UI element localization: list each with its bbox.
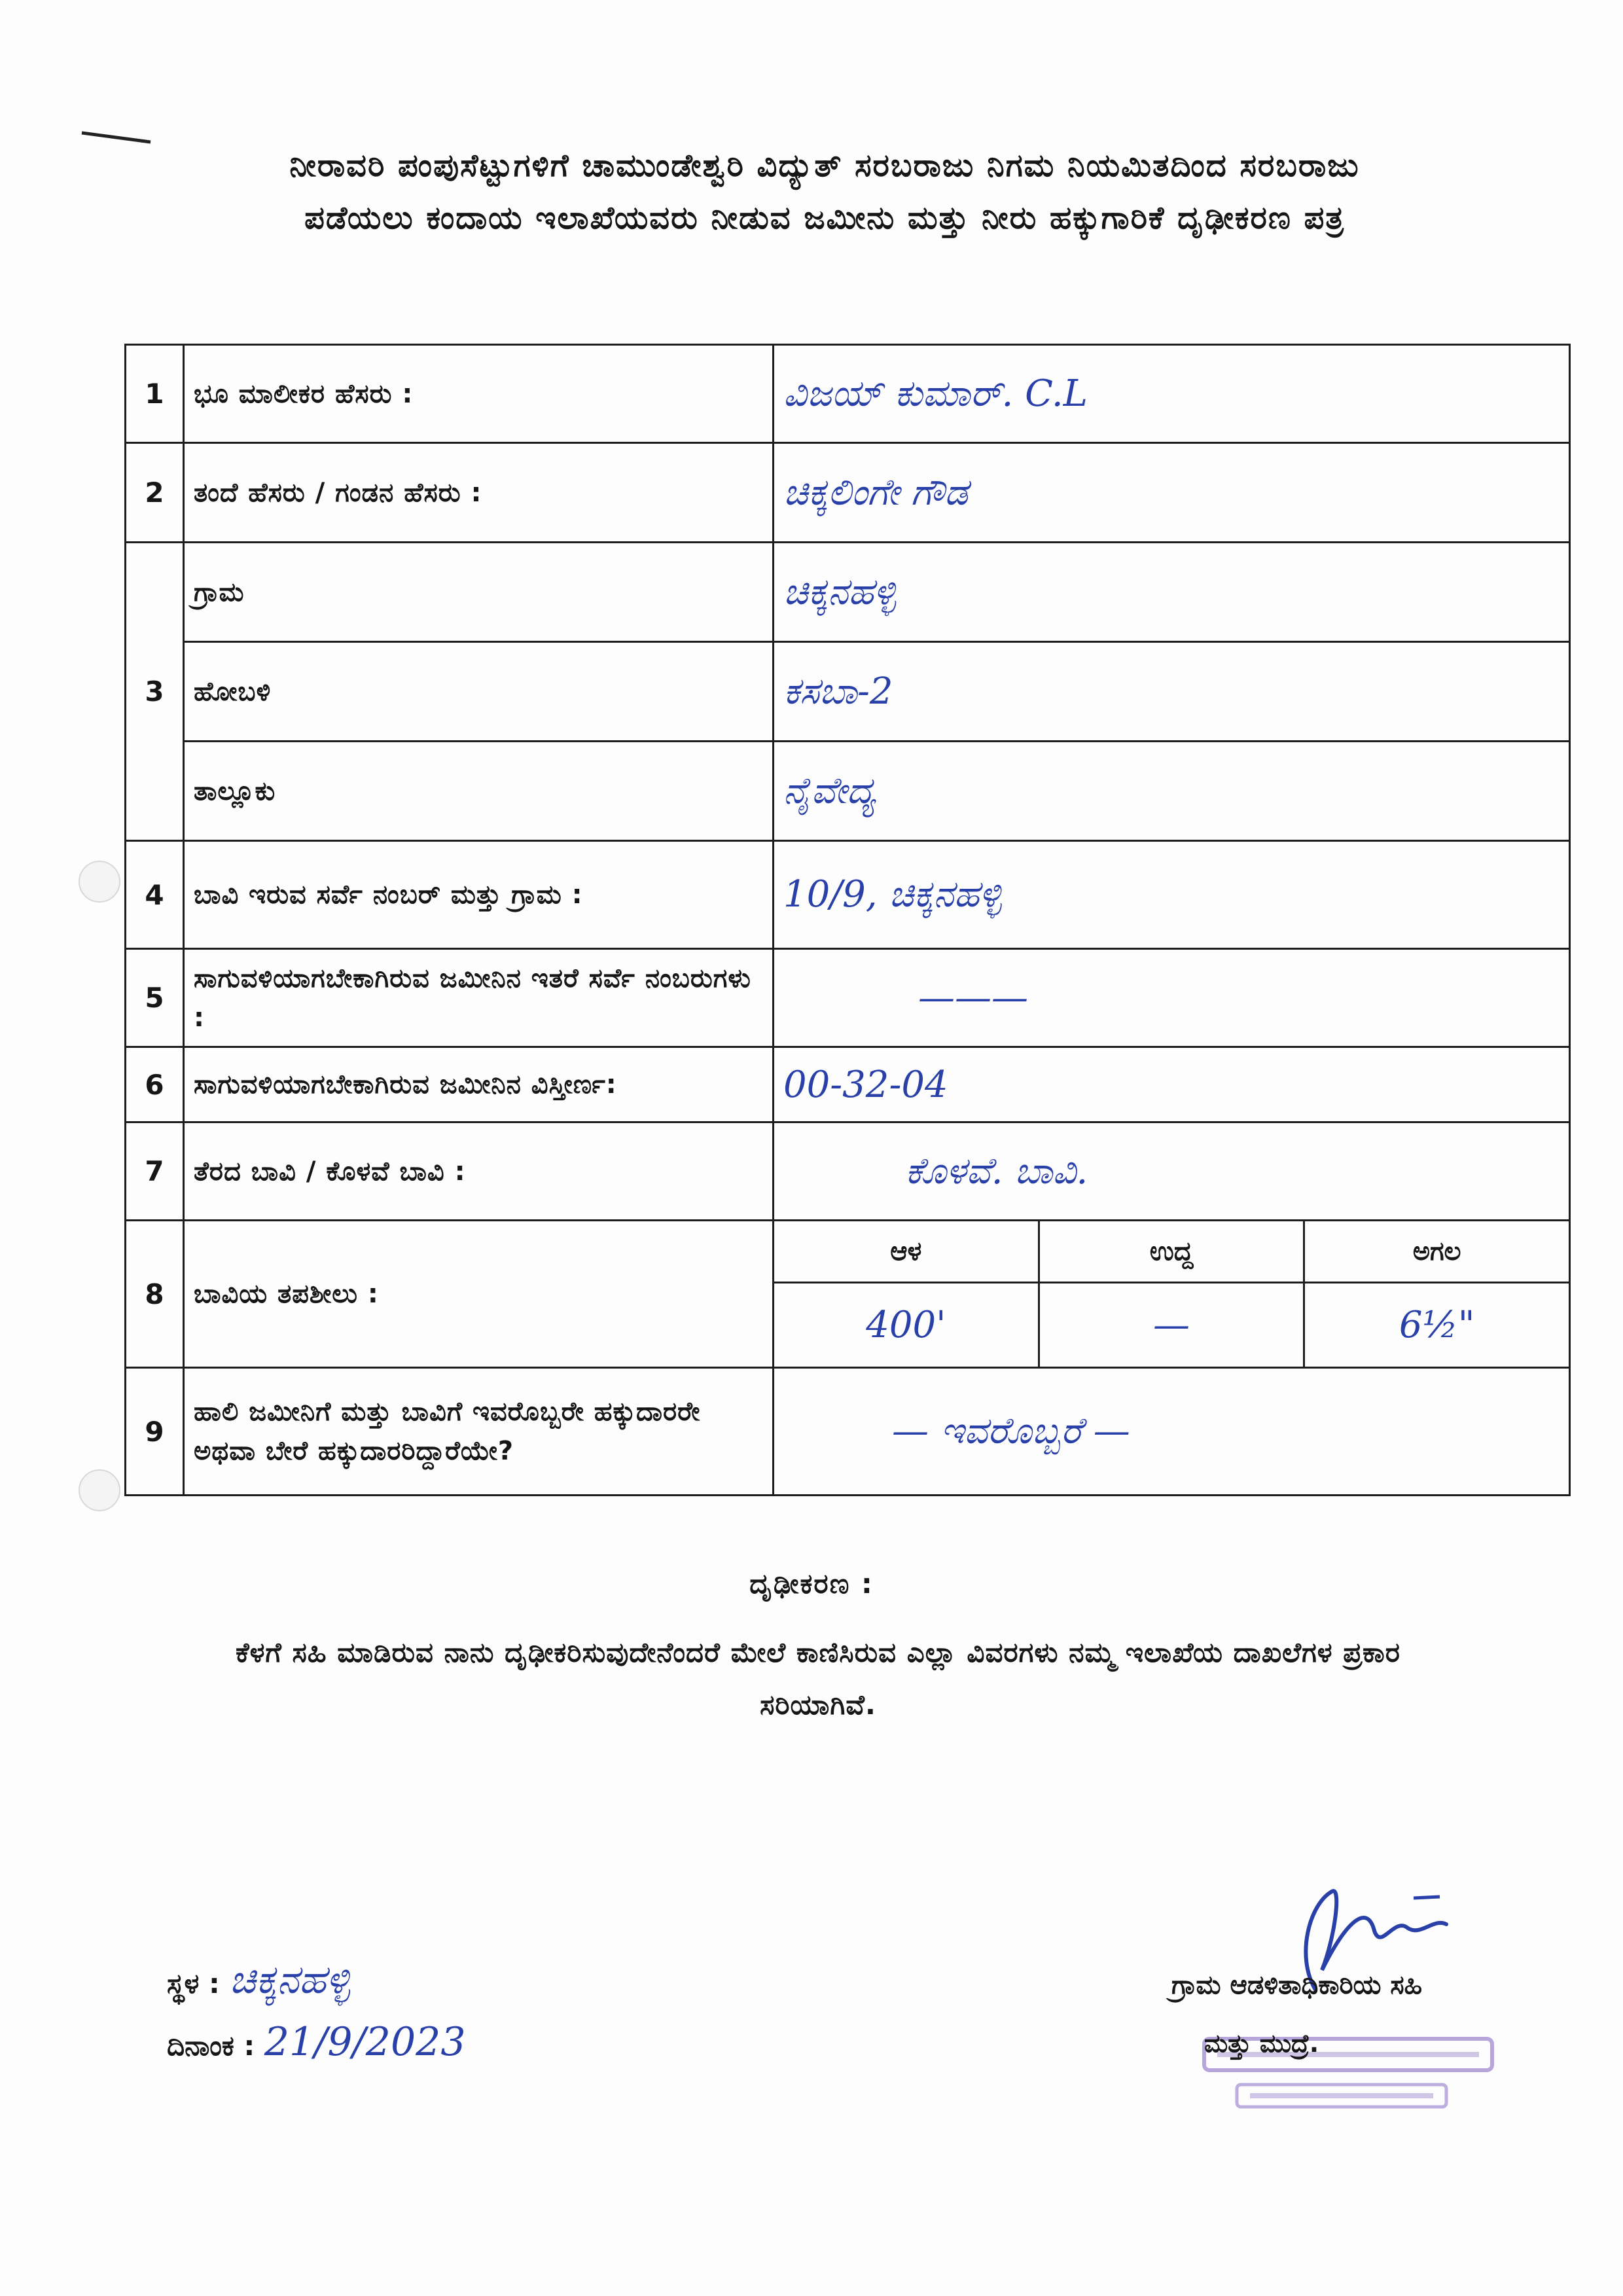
date-label: ದಿನಾಂಕ : (167, 2030, 255, 2062)
land-extent-value: 00-32-04 (774, 1047, 1570, 1122)
hobli-value: ಕಸಬಾ-2 (774, 642, 1570, 742)
date-value: 21/9/2023 (264, 2019, 466, 2065)
row-number: 2 (126, 443, 184, 543)
table-row (126, 1047, 1570, 1122)
length-value: — (1039, 1283, 1304, 1368)
table-row (126, 841, 1570, 949)
table-row (126, 1122, 1570, 1221)
table-row (126, 742, 1570, 841)
certification-heading: ದೃಢೀಕರಣ : (749, 1568, 874, 1600)
other-survey-value: ——— (774, 949, 1570, 1047)
row-number: 1 (126, 345, 184, 443)
well-type-label: ತೆರದ ಬಾವಿ / ಕೊಳವೆ ಬಾವಿ : (184, 1122, 774, 1221)
taluk-label: ತಾಲ್ಲೂಕು (184, 742, 774, 841)
width-header: ಅಗಲ (1304, 1221, 1570, 1283)
hobli-label: ಹೋಬಳಿ (184, 642, 774, 742)
punch-hole (79, 1469, 120, 1511)
taluk-value: ನೈವೇದ್ಯ (774, 742, 1570, 841)
depth-value: 400' (774, 1283, 1039, 1368)
village-value: ಚಿಕ್ಕನಹಳ್ಳಿ (774, 543, 1570, 642)
other-survey-label: ಸಾಗುವಳಿಯಾಗಬೇಕಾಗಿರುವ ಜಮೀನಿನ ಇತರೆ ಸರ್ವೆ ನಂಬರುಗಳು : (184, 949, 774, 1047)
depth-header: ಆಳ (774, 1221, 1039, 1283)
father-name-value: ಚಿಕ್ಕಲಿಂಗೇ ಗೌಡ (774, 443, 1570, 543)
pen-stroke-mark (79, 128, 157, 147)
land-water-rights-table (124, 344, 1571, 1496)
village-label: ಗ್ರಾಮ (184, 543, 774, 642)
sole-owner-value: — ಇವರೊಬ್ಬರೆ — (774, 1368, 1570, 1496)
document-title-line-2: ಪಡೆಯಲು ಕಂದಾಯ ಇಲಾಖೆಯವರು ನೀಡುವ ಜಮೀನು ಮತ್ತು ನೀರು ಹಕ್ಕುಗಾರಿಕೆ ದೃಢೀಕರಣ ಪತ್ರ (304, 200, 1345, 236)
row-number: 3 (126, 543, 184, 841)
row-number: 9 (126, 1368, 184, 1496)
owner-name-value: ವಿಜಯ್ ಕುಮಾರ್. C.L (774, 345, 1570, 443)
table-row (126, 443, 1570, 543)
punch-hole (79, 861, 120, 903)
row-number: 8 (126, 1221, 184, 1368)
place-label: ಸ್ಥಳ : (167, 1967, 220, 2000)
row-number: 7 (126, 1122, 184, 1221)
width-value: 6½" (1304, 1283, 1570, 1368)
well-type-value: ಕೊಳವೆ. ಬಾವಿ. (774, 1122, 1570, 1221)
row-number: 6 (126, 1047, 184, 1122)
table-row (126, 543, 1570, 642)
seal-label: ಮತ್ತು ಮುದ್ರೆ. (1204, 2029, 1319, 2058)
table-row (126, 642, 1570, 742)
table-row (126, 1368, 1570, 1496)
table-row (126, 949, 1570, 1047)
table-row (126, 345, 1570, 443)
owner-name-label: ಭೂ ಮಾಲೀಕರ ಹೆಸರು : (184, 345, 774, 443)
date-row (167, 2019, 466, 2065)
sole-owner-label: ಹಾಲಿ ಜಮೀನಿಗೆ ಮತ್ತು ಬಾವಿಗೆ ಇವರೊಬ್ಬರೇ ಹಕ್ಕುದಾರರೇ ಅಥವಾ ಬೇರೆ ಹಕ್ಕುದಾರರಿದ್ದಾರೆಯೇ? (184, 1368, 774, 1496)
well-details-label: ಬಾವಿಯ ತಪಶೀಲು : (184, 1221, 774, 1368)
land-extent-label: ಸಾಗುವಳಿಯಾಗಬೇಕಾಗಿರುವ ಜಮೀನಿನ ವಿಸ್ತೀರ್ಣ: (184, 1047, 774, 1122)
place-row (167, 1957, 350, 2003)
survey-number-label: ಬಾವಿ ಇರುವ ಸರ್ವೆ ನಂಬರ್ ಮತ್ತು ಗ್ರಾಮ : (184, 841, 774, 949)
officer-signature-label: ಗ್ರಾಮ ಆಡಳಿತಾಧಿಕಾರಿಯ ಸಹಿ (1171, 1970, 1423, 2000)
document-title-line-1: ನೀರಾವರಿ ಪಂಪುಸೆಟ್ಟುಗಳಿಗೆ ಚಾಮುಂಡೇಶ್ವರಿ ವಿದ್ಯುತ್ ಸರಬರಾಜು ನಿಗಮ ನಿಯಮಿತದಿಂದ ಸರಬರಾಜು (289, 147, 1360, 184)
survey-number-value: 10/9, ಚಿಕ್ಕನಹಳ್ಳಿ (774, 841, 1570, 949)
length-header: ಉದ್ದ (1039, 1221, 1304, 1283)
father-name-label: ತಂದೆ ಹೆಸರು / ಗಂಡನ ಹೆಸರು : (184, 443, 774, 543)
row-number: 5 (126, 949, 184, 1047)
certification-text: ಕೆಳಗೆ ಸಹಿ ಮಾಡಿರುವ ನಾನು ದೃಢೀಕರಿಸುವುದೇನೆಂದರೆ ಮೇಲೆ ಕಾಣಿಸಿರುವ ಎಲ್ಲಾ ವಿವರಗಳು ನಮ್ಮ ಇಲಾಖೆಯ ದಾಖಲೆಗಳ ಪ್ರಕಾರ ಸರಿಯಾಗಿವೆ. (236, 1636, 1400, 1721)
place-value: ಚಿಕ್ಕನಹಳ್ಳಿ (229, 1957, 350, 2003)
table-row (126, 1221, 1570, 1283)
row-number: 4 (126, 841, 184, 949)
